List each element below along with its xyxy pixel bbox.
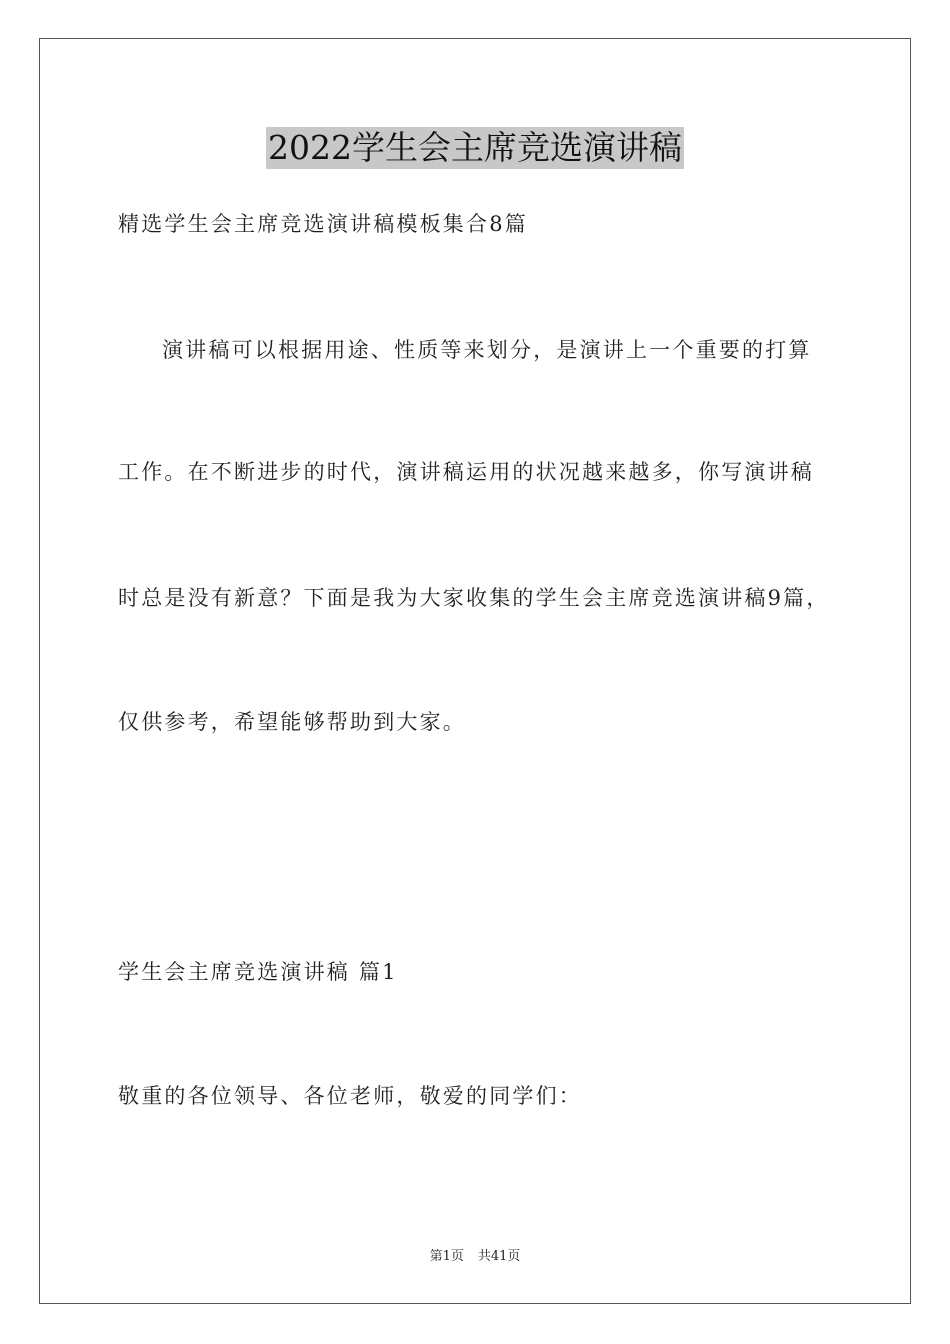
page-number: 第1页 <box>429 1249 464 1264</box>
intro-line-3: 时总是没有新意？下面是我为大家收集的学生会主席竞选演讲稿9篇， <box>118 586 830 610</box>
page-total: 共41页 <box>477 1249 521 1264</box>
title-container <box>0 127 950 169</box>
intro-line-4: 仅供参考，希望能够帮助到大家。 <box>118 710 466 734</box>
salutation: 敬重的各位领导、各位老师，敬爱的同学们： <box>118 1084 582 1108</box>
section-heading: 学生会主席竞选演讲稿 篇1 <box>118 960 398 984</box>
page-footer <box>0 1248 950 1266</box>
document-title: 2022学生会主席竞选演讲稿 <box>268 128 682 167</box>
intro-line-2: 工作。在不断进步的时代，演讲稿运用的状况越来越多，你写演讲稿 <box>118 460 814 484</box>
intro-line-1: 演讲稿可以根据用途、性质等来划分，是演讲上一个重要的打算 <box>162 338 812 362</box>
document-subtitle: 精选学生会主席竞选演讲稿模板集合8篇 <box>118 212 528 236</box>
